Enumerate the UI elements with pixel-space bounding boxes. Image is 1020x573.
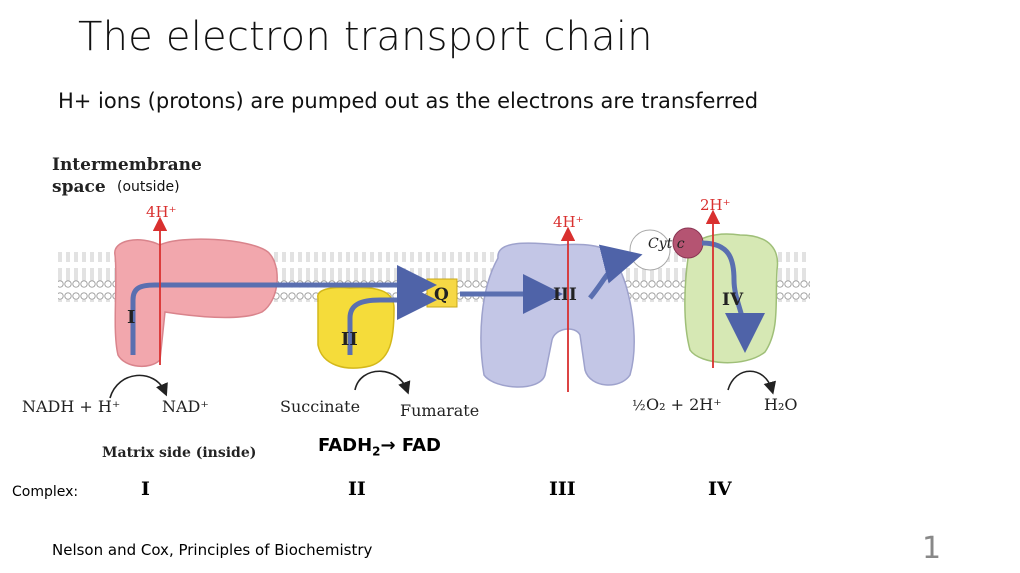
succinate-label: Succinate [280,397,361,416]
complex-ii-label: II [341,329,358,350]
page-number: 1 [922,531,942,566]
complex-i-name: I [141,478,150,500]
half-label: ½ [632,398,646,414]
q-label: Q [434,285,449,305]
nadh-label: NADH + H⁺ [22,397,121,416]
outside-note: (outside) [117,179,180,195]
fumarate-label: Fumarate [400,401,480,420]
cyt-c-label: Cyt c [648,236,685,252]
complex-iv-label: IV [722,290,744,310]
fadh2-subscript: 2 [372,444,381,459]
complex-iii-shape [481,243,634,387]
oxygen-label: O₂ + 2H⁺ [646,395,722,414]
slide-subtitle: H+ ions (protons) are pumped out as the electrons are transferred [58,89,759,113]
complex-row-label: Complex: [12,484,79,500]
fadh2-base: FADH [318,435,373,456]
complex-i-label: I [127,307,136,328]
complex-iv-name: IV [708,478,732,500]
water-label: H₂O [764,395,798,414]
complex-iii-label: III [553,285,577,305]
intermembrane-label: Intermembrane [52,155,202,175]
oxygen-curve-arrow [728,371,772,390]
proton-label-i: 4H⁺ [146,203,177,221]
complex-iii-name: III [549,478,576,500]
proton-label-iv: 2H⁺ [700,196,731,214]
nadh-curve-arrow [110,375,165,398]
fad-label: FAD [395,435,441,456]
slide-title: The electron transport chain [78,14,653,60]
complex-i-shape [115,239,277,366]
nad-label: NAD⁺ [162,397,209,416]
fadh2-note [318,435,441,459]
complex-ii-name: II [348,478,366,500]
fadh2-arrow: → [380,435,396,456]
space-label: space [52,177,106,197]
proton-label-iii: 4H⁺ [553,213,584,231]
source-citation: Nelson and Cox, Principles of Biochemistry [52,541,373,559]
matrix-label: Matrix side (inside) [102,445,257,461]
succinate-curve-arrow [355,371,407,390]
